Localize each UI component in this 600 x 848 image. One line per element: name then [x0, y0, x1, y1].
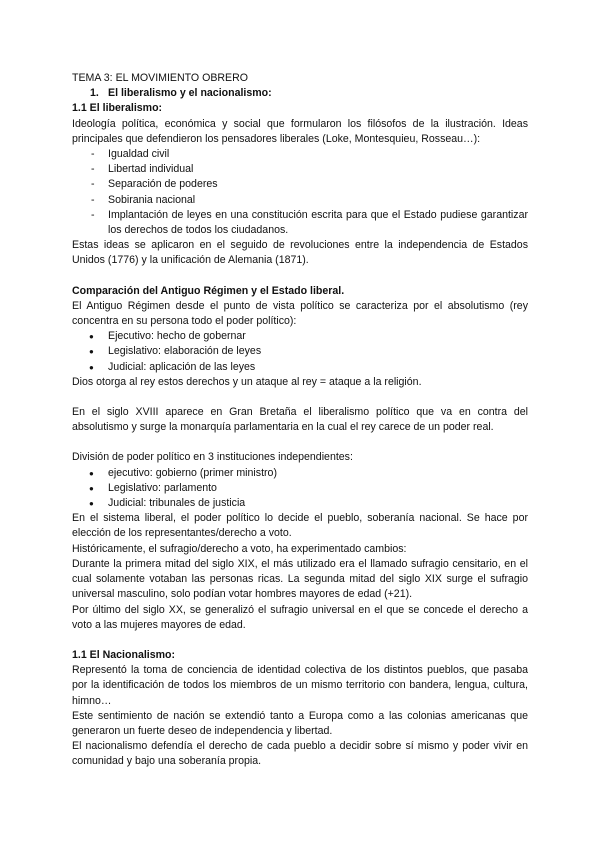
section-number: 1.: [90, 87, 99, 100]
liberalismo-applied: Estas ideas se aplicaron en el seguido de revoluciones entre la independencia de Estados Unidos (1776) y la unificación de Alemania (1871).: [72, 239, 528, 267]
spacer: [72, 435, 528, 450]
nacionalismo-paragraph-2: Este sentimiento de nación se extendió tanto a Europa como a las colonias americanas que generaron un fuerte deseo de independencia y libertad.: [72, 709, 528, 737]
list-item: - Sobirania nacional: [72, 193, 528, 208]
comparacion-heading: Comparación del Antiguo Régimen y el Estado liberal.: [72, 284, 345, 297]
list-item: ● Legislativo: parlamento: [72, 481, 528, 496]
liberalismo-intro: Ideología política, económica y social que formularon los filósofos de la ilustración. Ideas principales que defendieron los pensadores liberales (Loke, Montesquieu, Rosseau…):: [72, 117, 528, 145]
spacer: [72, 633, 528, 648]
list-item: ● ejecutivo: gobierno (primer ministro): [72, 466, 528, 481]
comparacion-intro: El Antiguo Régimen desde el punto de vista político se caracteriza por el absolutismo (rey concentra en su persona todo el poder político):: [72, 299, 528, 328]
spacer: [72, 269, 528, 284]
institutions-list: [72, 466, 528, 512]
nacionalismo-heading: 1.1 El Nacionalismo:: [72, 648, 176, 661]
siglo-xx-paragraph: Por último del siglo XX, se generalizó el sufragio universal en el que se concede el derecho a voto a las mujeres mayores de edad.: [72, 603, 528, 631]
nacionalismo-paragraph-3: El nacionalismo defendía el derecho de cada pueblo a decidir sobre sí mismo y poder vivir en comunidad y bajo una soberanía propia.: [72, 740, 528, 768]
sistema-liberal-paragraph: En el sistema liberal, el poder político lo decide el pueblo, soberanía nacional. Se hace por elección de los representantes/derecho a voto.: [72, 512, 528, 540]
list-item: ● Ejecutivo: hecho de gobernar: [72, 329, 528, 344]
list-item: - Implantación de leyes en una constitución escrita para que el Estado pudiese garantizar los derechos de todos los ciudadanos.: [72, 208, 528, 238]
siglo-xviii-paragraph: En el siglo XVIII aparece en Gran Bretaña el liberalismo político que va en contra del absolutismo y surge la monarquía parlamentaria en la cual el rey carece de un poder real.: [72, 406, 528, 434]
absolutist-powers-list: [72, 329, 528, 375]
division-paragraph: División de poder político en 3 instituciones independientes:: [72, 451, 353, 464]
spacer: [72, 390, 528, 405]
list-item: - Separación de poderes: [72, 177, 528, 192]
section-title-text: El liberalismo y el nacionalismo:: [108, 87, 272, 100]
nacionalismo-paragraph-1: Representó la toma de conciencia de identidad colectiva de los distintos pueblos, que pasaba por la identificación de todos los miembros de un mismo territorio con bandera, lengua, cultura, himno…: [72, 664, 528, 707]
document-content: [72, 71, 528, 770]
sufragio-paragraph: Durante la primera mitad del siglo XIX, el más utilizado era el llamado sufragio censitario, en el cual solamente votaban las personas ricas. La segunda mitad del siglo XIX surge el sufragio universal masculino, solo podían votar hombres mayores de edad (+21).: [72, 557, 528, 601]
dios-paragraph: Dios otorga al rey estos derechos y un ataque al rey = ataque a la religión.: [72, 375, 422, 388]
liberal-ideas-list: [72, 147, 528, 238]
list-item: - Igualdad civil: [72, 147, 528, 162]
list-item: ● Legislativo: elaboración de leyes: [72, 344, 528, 359]
historicamente-paragraph: Históricamente, el sufragio/derecho a voto, ha experimentado cambios:: [72, 542, 407, 555]
liberalismo-heading: 1.1 El liberalismo:: [72, 102, 163, 115]
document-header: TEMA 3: EL MOVIMIENTO OBRERO: [72, 72, 249, 84]
list-item: ● Judicial: aplicación de las leyes: [72, 360, 528, 375]
list-item: ● Judicial: tribunales de justicia: [72, 496, 528, 511]
section-1-title: [72, 86, 528, 101]
list-item: - Libertad individual: [72, 162, 528, 177]
